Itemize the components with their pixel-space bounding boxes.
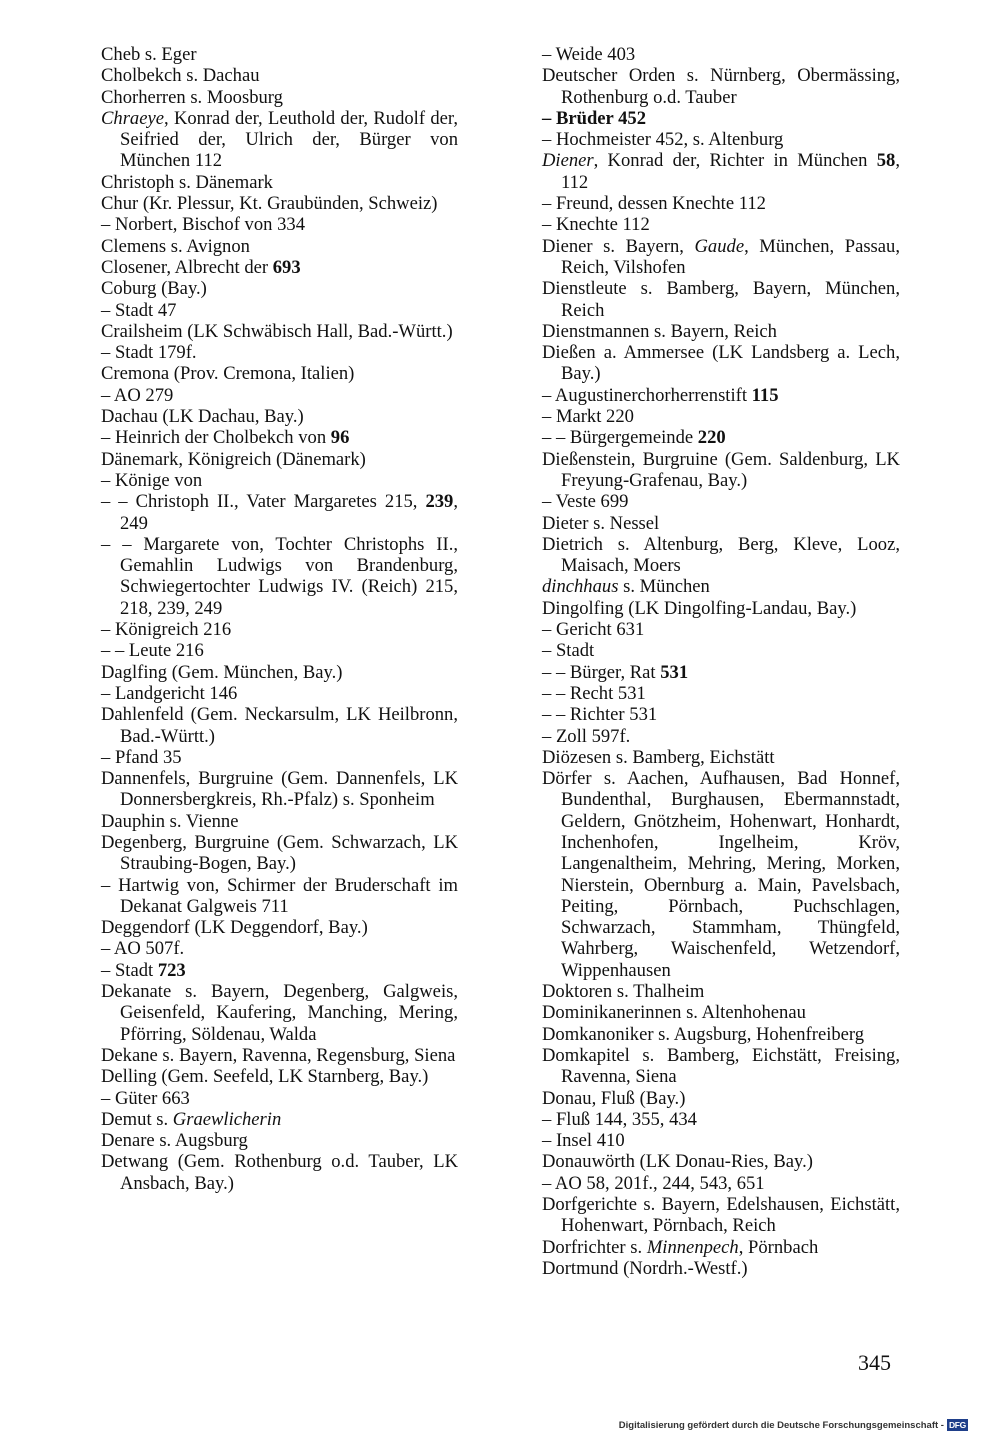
index-entry: [101, 917, 458, 938]
entry-segment: Dörfer s. Aachen, Aufhausen, Bad Honnef, Bundenthal, Burghausen, Ebermannstadt, Geldern, Gnötzheim, Hohenwart, Honhardt, Inchenhofen, Ingelheim, Kröv, Langenaltheim, Mehring, Mering, Morken, Nierstein, Obernburg a. Main, Pavelsbach, Peiting, Pörnbach, Puchschlagen, Schwarzach, Stammham, Thüngfeld, Wahrberg, Waischenfeld, Wetzendorf, Wippenhausen: [542, 768, 900, 981]
entry-segment: – Hochmeister 452, s. Altenburg: [542, 129, 784, 151]
index-entry: [542, 1109, 900, 1130]
entry-segment: Dominikanerinnen s. Altenhohenau: [542, 1002, 806, 1024]
entry-segment: Dannenfels, Burgruine (Gem. Dannenfels, LK Donnersbergkreis, Rh.-Pfalz) s. Sponheim: [101, 768, 458, 811]
index-entry: [542, 108, 900, 129]
index-entry: [101, 981, 458, 1045]
index-entry: [101, 257, 458, 278]
entry-segment: Dingolfing (LK Dingolfing-Landau, Bay.): [542, 597, 857, 619]
index-entry: [542, 704, 900, 725]
index-entry: [542, 1088, 900, 1109]
entry-segment: Dortmund (Nordrh.-Westf.): [542, 1257, 748, 1279]
entry-segment: Dorfrichter s.: [542, 1236, 647, 1258]
entry-segment: , Konrad der, Leuthold der, Rudolf der, Seifried der, Ulrich der, Bürger von München 112: [120, 107, 458, 172]
entry-segment: – – Richter 531: [542, 704, 658, 726]
index-entry: [101, 704, 458, 747]
entry-segment: , Pörnbach: [738, 1236, 819, 1258]
index-entry: [101, 321, 458, 342]
entry-segment: – Königreich 216: [101, 619, 232, 641]
page-number: 345: [858, 1350, 891, 1375]
index-entry: [101, 938, 458, 959]
entry-segment: Minnenpech: [646, 1236, 739, 1258]
index-entry: [101, 108, 458, 172]
entry-segment: Chraeye: [101, 107, 164, 129]
entry-segment: – – Leute 216: [101, 640, 204, 662]
index-entry: [542, 981, 900, 1002]
index-entry: [101, 1066, 458, 1087]
index-entry: [101, 768, 458, 811]
index-entry: [542, 1045, 900, 1088]
entry-segment: Graewlicherin: [172, 1108, 282, 1130]
entry-segment: Dietrich s. Altenburg, Berg, Kleve, Looz, Maisach, Moers: [542, 533, 900, 577]
index-entry: [542, 619, 900, 640]
entry-segment: Dienstmannen s. Bayern, Reich: [542, 320, 777, 342]
entry-segment: Doktoren s. Thalheim: [542, 981, 705, 1003]
entry-segment: Dieter s. Nessel: [542, 512, 660, 534]
entry-segment: – AO 58, 201f., 244, 543, 651: [542, 1172, 765, 1194]
entry-segment: Dießen a. Ammersee (LK Landsberg a. Lech, Bay.): [542, 342, 900, 385]
entry-segment: Dachau (LK Dachau, Bay.): [101, 406, 304, 428]
entry-segment: – Hartwig von, Schirmer der Bruderschaft im Dekanat Galgweis 711: [101, 874, 458, 917]
index-entry: [542, 576, 900, 597]
index-entry: [542, 1151, 900, 1172]
index-entry: [101, 619, 458, 640]
index-entry: [101, 193, 458, 214]
entry-segment: Dekanate s. Bayern, Degenberg, Galgweis, Geisenfeld, Kaufering, Manching, Mering, Pförring, Söldenau, Walda: [101, 981, 458, 1045]
footer-credit: [619, 1419, 968, 1431]
entry-segment: Dahlenfeld (Gem. Neckarsulm, LK Heilbronn, Bad.-Württ.): [101, 704, 458, 747]
index-entry: [101, 640, 458, 661]
index-entry: [101, 1109, 458, 1130]
index-entry: [542, 640, 900, 661]
index-entry: [101, 172, 458, 193]
entry-segment: – Markt 220: [542, 406, 634, 428]
entry-segment: Dekane s. Bayern, Ravenna, Regensburg, Siena: [101, 1044, 456, 1066]
index-entry: [101, 363, 458, 384]
index-entry: [542, 491, 900, 512]
entry-segment: Dießenstein, Burgruine (Gem. Saldenburg, LK Freyung-Grafenau, Bay.): [542, 448, 900, 491]
index-entry: [542, 427, 900, 448]
index-entry: [101, 875, 458, 918]
entry-segment: – Heinrich der Cholbekch von: [101, 427, 331, 449]
entry-segment: – Güter 663: [101, 1087, 190, 1109]
entry-segment: Detwang (Gem. Rothenburg o.d. Tauber, LK Ansbach, Bay.): [101, 1151, 458, 1194]
index-entry: [542, 598, 900, 619]
entry-segment: Gaude: [694, 235, 745, 257]
entry-segment: 115: [751, 384, 779, 406]
entry-segment: 531: [660, 661, 689, 683]
index-entry: [101, 832, 458, 875]
entry-segment: Domkanoniker s. Augsburg, Hohenfreiberg: [542, 1023, 865, 1045]
entry-segment: 96: [330, 427, 350, 449]
entry-segment: 239: [425, 491, 454, 513]
entry-segment: – AO 507f.: [101, 938, 185, 960]
entry-segment: Daglfing (Gem. München, Bay.): [101, 661, 343, 683]
index-entry: [542, 1173, 900, 1194]
entry-segment: Diözesen s. Bamberg, Eichstätt: [542, 746, 775, 768]
index-entry: [542, 236, 900, 279]
entry-segment: – Stadt: [542, 640, 595, 662]
entry-segment: – Landgericht 146: [101, 682, 238, 704]
index-entry: [542, 1194, 900, 1237]
entry-segment: Chorherren s. Moosburg: [101, 86, 283, 108]
entry-segment: Crailsheim (LK Schwäbisch Hall, Bad.-Württ.): [101, 320, 453, 342]
index-entry: [101, 87, 458, 108]
index-entry: [542, 513, 900, 534]
entry-segment: – Veste 699: [542, 491, 629, 513]
entry-segment: Diener: [542, 150, 594, 172]
index-entry: [542, 150, 900, 193]
entry-segment: – Könige von: [101, 469, 203, 491]
entry-segment: – Augustinerchorherrenstift: [542, 384, 752, 406]
index-entry: [542, 662, 900, 683]
index-entry: [542, 278, 900, 321]
entry-segment: Dienstleute s. Bamberg, Bayern, München, Reich: [542, 278, 900, 321]
index-entry: [101, 406, 458, 427]
index-entry: [101, 662, 458, 683]
index-entry: [542, 768, 900, 981]
entry-segment: Dänemark, Königreich (Dänemark): [101, 448, 366, 470]
index-entry: [542, 534, 900, 577]
dfg-logo: DFG: [948, 1420, 966, 1430]
index-entry: [101, 534, 458, 619]
entry-segment: , 112: [561, 150, 900, 193]
entry-segment: – Fluß 144, 355, 434: [542, 1108, 697, 1130]
index-entry: [101, 491, 458, 534]
index-entry: [542, 449, 900, 492]
index-entry: [101, 811, 458, 832]
entry-segment: – Gericht 631: [542, 619, 645, 641]
entry-segment: – – Bürgergemeinde: [542, 427, 698, 449]
index-entry: [542, 1002, 900, 1023]
index-column-left: [101, 44, 458, 1194]
entry-segment: – Insel 410: [542, 1130, 625, 1152]
entry-segment: Denare s. Augsburg: [101, 1130, 248, 1152]
entry-segment: Cremona (Prov. Cremona, Italien): [101, 363, 355, 385]
index-entry: [101, 236, 458, 257]
index-entry: [101, 278, 458, 299]
index-entry: [101, 65, 458, 86]
entry-segment: – Knechte 112: [542, 214, 650, 236]
entry-segment: Cholbekch s. Dachau: [101, 65, 260, 87]
entry-segment: Degenberg, Burgruine (Gem. Schwarzach, LK Straubing-Bogen, Bay.): [101, 831, 458, 875]
entry-segment: – Stadt 179f.: [101, 342, 197, 364]
index-entry: [542, 747, 900, 768]
entry-segment: – – Christoph II., Vater Margaretes 215,: [101, 491, 426, 513]
index-entry: [542, 342, 900, 385]
entry-segment: Clemens s. Avignon: [101, 235, 250, 257]
index-entry: [101, 470, 458, 491]
index-entry: [542, 65, 900, 108]
entry-segment: 220: [697, 427, 726, 449]
entry-segment: 693: [272, 256, 301, 278]
entry-segment: Chur (Kr. Plessur, Kt. Graubünden, Schweiz): [101, 193, 438, 215]
index-entry: [101, 1151, 458, 1194]
entry-segment: – Stadt 47: [101, 299, 177, 321]
index-entry: [542, 1130, 900, 1151]
index-entry: [101, 683, 458, 704]
index-entry: [542, 406, 900, 427]
entry-segment: Donau, Fluß (Bay.): [542, 1087, 686, 1109]
index-entry: [101, 44, 458, 65]
index-entry: [542, 193, 900, 214]
index-entry: [542, 385, 900, 406]
index-entry: [101, 960, 458, 981]
entry-segment: – Pfand 35: [101, 746, 182, 768]
entry-segment: – – Margarete von, Tochter Christophs II., Gemahlin Ludwigs von Brandenburg, Schwiegertochter Ludwigs IV. (Reich) 215, 218, 239, 249: [101, 533, 458, 619]
entry-segment: – AO 279: [101, 384, 174, 406]
entry-segment: Deutscher Orden s. Nürnberg, Obermässing, Rothenburg o.d. Tauber: [542, 65, 900, 108]
index-entry: [542, 1024, 900, 1045]
entry-segment: Delling (Gem. Seefeld, LK Starnberg, Bay.): [101, 1066, 429, 1088]
entry-segment: Diener s. Bayern,: [542, 235, 695, 257]
index-entry: [101, 214, 458, 235]
index-entry: [542, 726, 900, 747]
index-entry: [542, 321, 900, 342]
entry-segment: – Freund, dessen Knechte 112: [542, 193, 766, 215]
entry-segment: , München, Passau, Reich, Vilshofen: [561, 235, 900, 278]
entry-segment: Christoph s. Dänemark: [101, 171, 273, 193]
entry-segment: – Weide 403: [542, 44, 636, 65]
entry-segment: , Konrad der, Richter in München: [593, 150, 877, 172]
entry-segment: Dorfgerichte s. Bayern, Edelshausen, Eichstätt, Hohenwart, Pörnbach, Reich: [542, 1194, 900, 1237]
index-entry: [542, 683, 900, 704]
footer-text: Digitalisierung gefördert durch die Deutsche Forschungsgemeinschaft -: [618, 1419, 944, 1431]
index-entry: [542, 1258, 900, 1279]
entry-segment: s. München: [618, 576, 710, 598]
entry-segment: Demut s.: [101, 1108, 173, 1130]
entry-segment: dinchhaus: [542, 576, 619, 598]
index-entry: [101, 1045, 458, 1066]
entry-segment: 58: [876, 150, 896, 172]
entry-segment: – Norbert, Bischof von 334: [101, 214, 305, 236]
index-entry: [542, 214, 900, 235]
index-entry: [101, 449, 458, 470]
entry-segment: – Brüder 452: [542, 107, 646, 129]
index-entry: [542, 1237, 900, 1258]
entry-segment: – – Recht 531: [542, 682, 646, 704]
index-entry: [101, 747, 458, 768]
entry-segment: – Stadt: [101, 959, 158, 981]
entry-segment: – – Bürger, Rat: [542, 661, 661, 683]
index-column-right: [542, 44, 900, 1279]
entry-segment: Dauphin s. Vienne: [101, 810, 239, 832]
index-entry: [542, 44, 900, 65]
entry-segment: Coburg (Bay.): [101, 278, 207, 300]
entry-segment: – Zoll 597f.: [542, 725, 631, 747]
index-entry: [101, 427, 458, 448]
entry-segment: Deggendorf (LK Deggendorf, Bay.): [101, 917, 368, 939]
index-entry: [542, 129, 900, 150]
index-entry: [101, 1088, 458, 1109]
entry-segment: 723: [157, 959, 186, 981]
entry-segment: Donauwörth (LK Donau-Ries, Bay.): [542, 1151, 813, 1173]
index-entry: [101, 1130, 458, 1151]
entry-segment: Closener, Albrecht der: [101, 256, 273, 278]
entry-segment: Domkapitel s. Bamberg, Eichstätt, Freising, Ravenna, Siena: [542, 1044, 900, 1088]
entry-segment: Cheb s. Eger: [101, 44, 197, 65]
entry-segment: , 249: [120, 491, 458, 534]
index-entry: [101, 342, 458, 363]
index-entry: [101, 385, 458, 406]
index-entry: [101, 300, 458, 321]
